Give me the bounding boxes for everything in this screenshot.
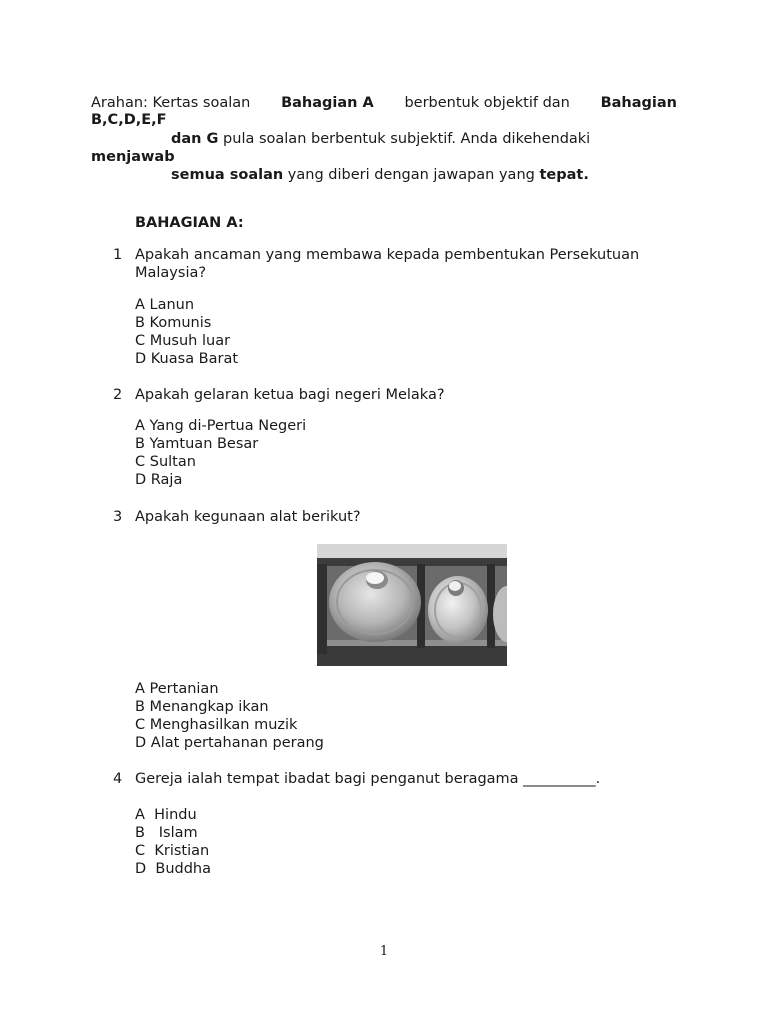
question-number: 4 bbox=[113, 771, 123, 787]
option-c: C Menghasilkan muzik bbox=[135, 717, 298, 733]
question-number: 3 bbox=[113, 509, 123, 525]
instructions-line-5 bbox=[171, 166, 589, 184]
option-d: D Kuasa Barat bbox=[135, 351, 239, 367]
instructions-label: Arahan: Kertas soalan bbox=[91, 95, 251, 111]
option-d: D Buddha bbox=[135, 861, 212, 877]
instructions-line-2 bbox=[91, 111, 167, 129]
question-text-line-1: Apakah ancaman yang membawa kepada pembentukan Persekutuan bbox=[135, 247, 640, 263]
instructions-line-3 bbox=[171, 130, 590, 148]
instructions-objective: berbentuk objektif dan bbox=[404, 95, 570, 111]
instructions-semua-soalan: semua soalan bbox=[171, 167, 284, 183]
option-b: B Islam bbox=[135, 825, 198, 841]
instructions-menjawab: menjawab bbox=[91, 149, 175, 165]
option-b: B Menangkap ikan bbox=[135, 699, 269, 715]
question-text-line-1: Gereja ialah tempat ibadat bagi penganut beragama __________. bbox=[135, 771, 601, 787]
option-a: A Yang di-Pertua Negeri bbox=[135, 418, 307, 434]
instructions-dan-g: dan G bbox=[171, 131, 219, 147]
option-a: A Lanun bbox=[135, 297, 195, 313]
section-title: BAHAGIAN A: bbox=[135, 215, 244, 231]
option-c: C Sultan bbox=[135, 454, 196, 470]
option-c: C Kristian bbox=[135, 843, 210, 859]
instructions-tepat: tepat. bbox=[539, 167, 589, 183]
option-c: C Musuh luar bbox=[135, 333, 231, 349]
question-number: 1 bbox=[113, 247, 123, 263]
instructions-bahagian: Bahagian bbox=[600, 95, 677, 111]
option-b: B Yamtuan Besar bbox=[135, 436, 259, 452]
question-text-line-2: Malaysia? bbox=[135, 265, 207, 281]
instructions-subjective: pula soalan berbentuk subjektif. Anda dikehendaki bbox=[218, 131, 591, 147]
instructions-sections: B,C,D,E,F bbox=[91, 112, 167, 128]
question-text-line-1: Apakah kegunaan alat berikut? bbox=[135, 509, 361, 525]
option-a: A Hindu bbox=[135, 807, 197, 823]
instructions-line-1 bbox=[91, 94, 677, 112]
option-d: D Alat pertahanan perang bbox=[135, 735, 324, 751]
question-text-line-1: Apakah gelaran ketua bagi negeri Melaka? bbox=[135, 387, 445, 403]
option-b: B Komunis bbox=[135, 315, 212, 331]
gong-instrument-photo bbox=[317, 544, 507, 666]
page-number: 1 bbox=[379, 944, 389, 959]
option-a: A Pertanian bbox=[135, 681, 219, 697]
instructions-bahagian-a: Bahagian A bbox=[281, 95, 374, 111]
instructions-given: yang diberi dengan jawapan yang bbox=[283, 167, 540, 183]
question-number: 2 bbox=[113, 387, 123, 403]
instructions-line-4 bbox=[91, 148, 175, 166]
option-d: D Raja bbox=[135, 472, 183, 488]
